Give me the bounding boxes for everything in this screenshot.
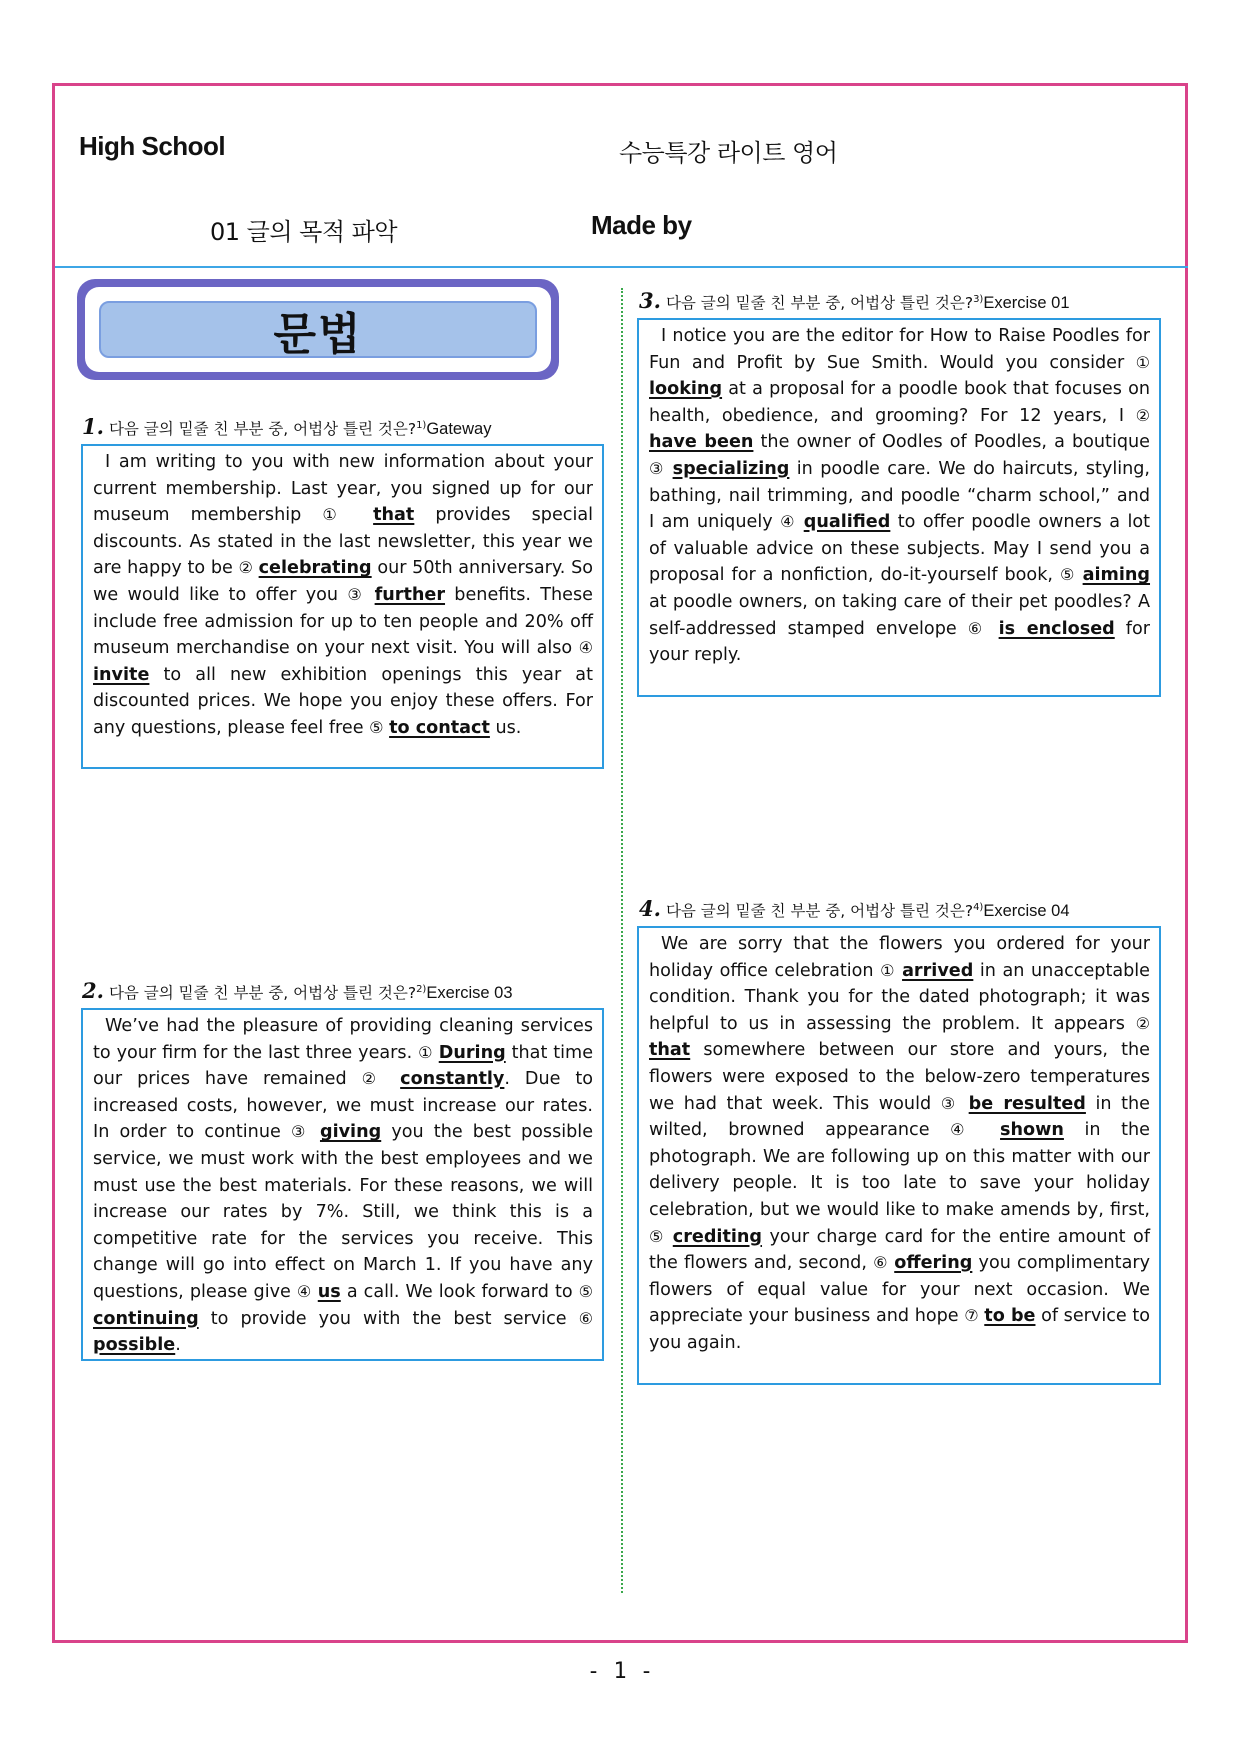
underlined-choice: celebrating bbox=[258, 558, 372, 579]
choice-marker: ③ bbox=[290, 1122, 310, 1142]
underlined-choice: constantly bbox=[400, 1069, 505, 1090]
choice-marker: ③ bbox=[940, 1093, 960, 1113]
choice-marker: ② bbox=[361, 1069, 386, 1089]
choice-marker: ⑥ bbox=[873, 1253, 889, 1273]
question-2-passage: We’ve had the pleasure of providing cleaning services to your firm for the last three years. ① During that time our prices have remained ② constantly. Due to increased costs, however, we must increase our rates. In order to continue ③ giving you the best possible service, we must work with the best employees and we must use the best materials. For these reasons, we will increase our rates by 7%. Still, we think this is a competitive rate for the services you receive. This change will go into effect on March 1. If you have any questions, please give ④ us a call. We look forward to ⑤ continuing to provide you with the best service ⑥ possible. bbox=[81, 1008, 604, 1361]
underlined-choice: that bbox=[373, 505, 415, 526]
underlined-choice: is enclosed bbox=[998, 618, 1115, 639]
question-prompt: 다음 글의 밑줄 친 부분 중, 어법상 틀린 것은? bbox=[665, 294, 974, 312]
choice-marker: ③ bbox=[347, 584, 366, 604]
choice-marker: ② bbox=[238, 558, 253, 578]
choice-marker: ② bbox=[1135, 405, 1150, 425]
choice-marker: ⑤ bbox=[1059, 565, 1076, 585]
choice-marker: ① bbox=[880, 960, 896, 980]
choice-marker: ⑤ bbox=[649, 1226, 666, 1246]
choice-marker: ⑥ bbox=[578, 1308, 593, 1328]
question-source: Exercise 03 bbox=[426, 984, 513, 1002]
underlined-choice: possible bbox=[93, 1335, 176, 1356]
made-by-label: Made by bbox=[591, 210, 692, 240]
question-prompt: 다음 글의 밑줄 친 부분 중, 어법상 틀린 것은? bbox=[665, 902, 974, 920]
choice-marker: ② bbox=[1135, 1013, 1150, 1033]
question-number: 3. bbox=[639, 288, 661, 313]
underlined-choice: to contact bbox=[389, 717, 490, 738]
question-4-passage: We are sorry that the flowers you ordered for your holiday office celebration ① arrived in an unacceptable condition. Thank you for the dated photograph; it was helpful to us in assessing the problem. It appears ② that somewhere between our store and yours, the flowers were exposed to the below-zero temperatures we had that week. This would ③ be resulted in the wilted, browned appearance ④ shown in the photograph. We are following up on this matter with our delivery people. It is too late to save your holiday celebration, but we would like to make amends by, first, ⑤ crediting your charge card for the entire amount of the flowers and, second, ⑥ offering you complimentary flowers of equal value for your next occasion. We appreciate your business and hope ⑦ to be of service to you again. bbox=[637, 926, 1161, 1385]
question-prompt: 다음 글의 밑줄 친 부분 중, 어법상 틀린 것은? bbox=[108, 420, 417, 438]
choice-marker: ⑤ bbox=[369, 717, 384, 737]
choice-marker: ④ bbox=[296, 1281, 312, 1301]
underlined-choice: offering bbox=[894, 1253, 973, 1274]
underlined-choice: shown bbox=[1000, 1120, 1064, 1141]
footnote-marker: 2) bbox=[416, 983, 427, 995]
school-label: High School bbox=[79, 131, 226, 161]
underlined-choice: have been bbox=[649, 432, 754, 453]
question-1-heading bbox=[82, 414, 491, 439]
underlined-choice: be resulted bbox=[968, 1093, 1086, 1114]
unit-title: 01 글의 목적 파악 bbox=[210, 218, 398, 246]
column-divider bbox=[621, 288, 623, 1593]
underlined-choice: continuing bbox=[93, 1308, 199, 1329]
underlined-choice: that bbox=[649, 1040, 691, 1061]
page-number: - 1 - bbox=[586, 1659, 654, 1684]
question-4-heading bbox=[639, 896, 1070, 921]
choice-marker: ⑦ bbox=[964, 1306, 979, 1326]
footnote-marker: 4) bbox=[973, 901, 984, 913]
underlined-choice: arrived bbox=[902, 960, 974, 981]
question-3-passage: I notice you are the editor for How to Raise Poodles for Fun and Profit by Sue Smith. Would you consider ① looking at a proposal for a poodle book that focuses on health, obedience, and grooming? For 12 years, I ② have been the owner of Oodles of Poodles, a boutique ③ specializing in poodle care. We do haircuts, styling, bathing, nail trimming, and poodle “charm school,” and I am uniquely ④ qualified to offer poodle owners a lot of valuable advice on these subjects. May I send you a proposal for a nonfiction, do-it-yourself book, ⑤ aiming at poodle owners, on taking care of their pet poodles? A self-addressed stamped envelope ⑥ is enclosed for your reply. bbox=[637, 318, 1161, 697]
question-source: Exercise 04 bbox=[983, 902, 1070, 920]
underlined-choice: giving bbox=[319, 1122, 382, 1143]
choice-marker: ① bbox=[418, 1042, 433, 1062]
question-number: 4. bbox=[639, 896, 661, 921]
choice-marker: ⑤ bbox=[578, 1281, 594, 1301]
question-number: 2. bbox=[82, 978, 104, 1003]
underlined-choice: During bbox=[438, 1042, 506, 1063]
underlined-choice: further bbox=[374, 584, 446, 605]
question-1-passage: I am writing to you with new information about your current membership. Last year, you signed up for our museum membership ① that provides special discounts. As stated in the last newsletter, this year we are happy to be ② celebrating our 50th anniversary. So we would like to offer you ③ further benefits. These include free admission for up to ten people and 20% off museum merchandise on your next visit. You will also ④ invite to all new exhibition openings this year at discounted prices. We hope you enjoy these offers. For any questions, please feel free ⑤ to contact us. bbox=[81, 444, 604, 769]
choice-marker: ① bbox=[322, 505, 353, 525]
underlined-choice: qualified bbox=[803, 512, 891, 533]
section-banner bbox=[77, 279, 559, 380]
footnote-marker: 3) bbox=[973, 293, 984, 305]
choice-marker: ④ bbox=[950, 1120, 980, 1140]
underlined-choice: crediting bbox=[672, 1226, 763, 1247]
question-source: Exercise 01 bbox=[983, 294, 1070, 312]
choice-marker: ④ bbox=[780, 512, 797, 532]
choice-marker: ④ bbox=[578, 638, 593, 658]
underlined-choice: us bbox=[317, 1281, 341, 1302]
underlined-choice: invite bbox=[93, 664, 150, 685]
section-title: 문법 bbox=[273, 308, 363, 360]
underlined-choice: specializing bbox=[672, 458, 790, 479]
footnote-marker: 1) bbox=[416, 419, 427, 431]
book-title: 수능특강 라이트 영어 bbox=[619, 139, 838, 167]
choice-marker: ⑥ bbox=[967, 618, 988, 638]
choice-marker: ① bbox=[1135, 352, 1150, 372]
underlined-choice: to be bbox=[984, 1306, 1036, 1327]
question-source: Gateway bbox=[426, 420, 492, 438]
header-rule bbox=[55, 266, 1188, 268]
underlined-choice: looking bbox=[649, 379, 723, 400]
question-number: 1. bbox=[82, 414, 104, 439]
question-2-heading bbox=[82, 978, 513, 1003]
question-prompt: 다음 글의 밑줄 친 부분 중, 어법상 틀린 것은? bbox=[108, 984, 417, 1002]
choice-marker: ③ bbox=[649, 458, 666, 478]
underlined-choice: aiming bbox=[1082, 565, 1151, 586]
question-3-heading bbox=[639, 288, 1070, 313]
